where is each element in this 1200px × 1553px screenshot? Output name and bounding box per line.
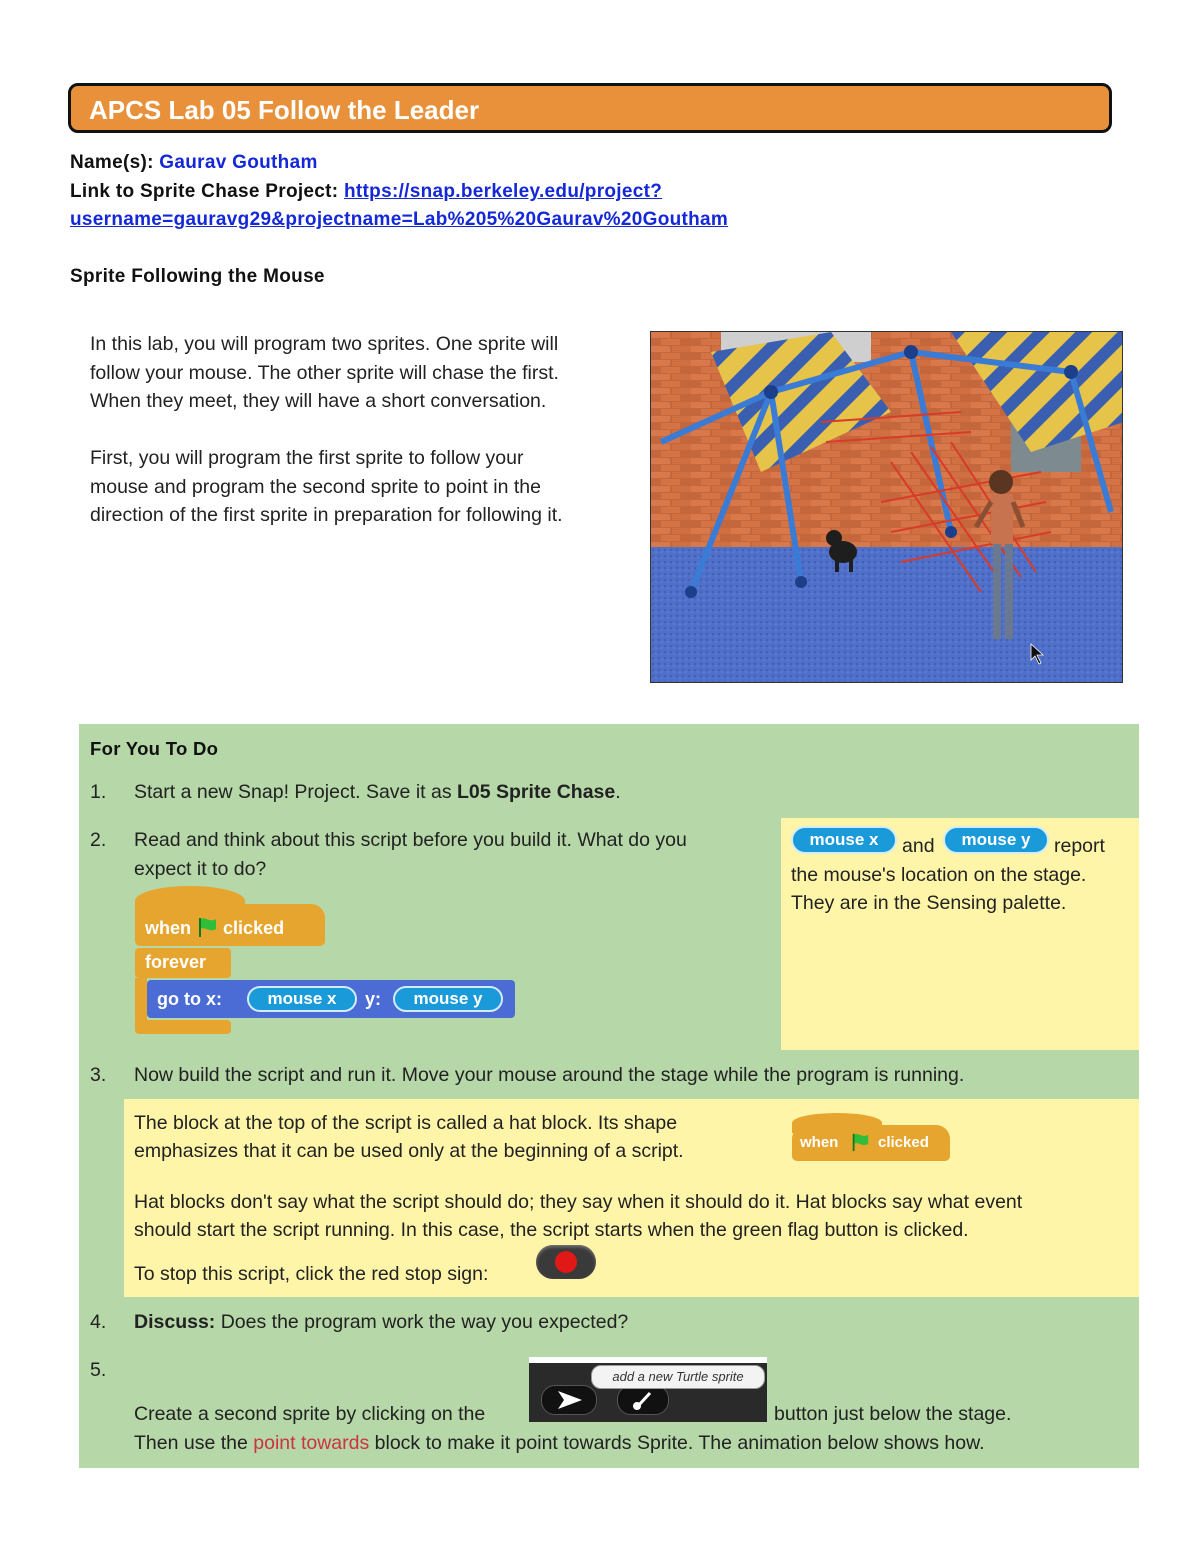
step-1-number: 1.	[90, 781, 107, 803]
discuss-label: Discuss:	[134, 1311, 216, 1333]
when-label: when	[800, 1134, 839, 1151]
mouse-y-reporter: mouse y	[943, 826, 1049, 854]
step-3-number: 3.	[90, 1064, 107, 1086]
report-text: report	[1054, 835, 1105, 857]
step-5-line-2	[134, 1429, 985, 1458]
point-towards-block-name: point towards	[253, 1432, 370, 1454]
project-name: L05 Sprite Chase	[457, 781, 616, 803]
names-value: Gaurav Goutham	[159, 152, 318, 173]
step-2-line: Read and think about this script before you build it. What do you	[134, 829, 687, 851]
sensing-note-line: They are in the Sensing palette.	[791, 892, 1067, 914]
step-2-line: expect it to do?	[134, 857, 267, 880]
names-line	[70, 152, 318, 174]
mouse-y-reporter: mouse y	[393, 986, 503, 1012]
hat-note-line: Hat blocks don't say what the script should do; they say when it should do it. Hat blocks say what event	[134, 1191, 1023, 1213]
paint-sprite-button[interactable]	[617, 1385, 669, 1415]
sensing-note	[781, 818, 1139, 1050]
project-link-part2[interactable]: username=gauravg29&projectname=Lab%205%20Gaurav%20Goutham	[70, 209, 729, 230]
title-banner	[68, 83, 1112, 133]
mini-when-flag-clicked-block	[792, 1125, 950, 1161]
and-text: and	[902, 835, 935, 857]
intro-line: First, you will program the first sprite to follow your	[90, 447, 524, 469]
button-top-strip	[529, 1357, 767, 1363]
names-label: Name(s):	[70, 152, 154, 173]
forever-c-arm	[135, 978, 147, 1022]
step-2-text	[134, 826, 687, 883]
hat-block-note	[124, 1099, 1139, 1297]
page-title: APCS Lab 05 Follow the Leader	[89, 95, 480, 125]
clicked-label: clicked	[223, 918, 285, 938]
stage-photo	[650, 331, 1123, 683]
forever-c-bottom	[135, 1020, 231, 1034]
section-heading: Sprite Following the Mouse	[70, 266, 325, 287]
step-4-question: Does the program work the way you expected?	[215, 1311, 629, 1333]
intro-line: direction of the first sprite in preparation for following it.	[90, 504, 563, 526]
intro-line: When they meet, they will have a short conversation.	[90, 390, 547, 412]
hat-note-line: should start the script running. In this case, the script starts when the green flag button is clicked.	[134, 1219, 969, 1241]
hat-block-cap	[135, 886, 245, 916]
go-to-xy-block	[147, 980, 515, 1018]
step-5-line-2-start: Then use the	[134, 1432, 254, 1454]
clicked-label: clicked	[878, 1134, 929, 1151]
forever-block	[135, 948, 231, 978]
project-link-part1[interactable]: https://snap.berkeley.edu/project?	[344, 181, 663, 202]
go-to-x-label: go to x:	[157, 989, 222, 1009]
step-1-label: Start a new Snap! Project. Save it as	[134, 781, 457, 803]
stop-button[interactable]	[536, 1245, 596, 1279]
hat-note-line: emphasizes that it can be used only at the beginning of a script.	[134, 1140, 684, 1162]
project-link-line	[70, 181, 662, 203]
todo-heading: For You To Do	[90, 738, 219, 759]
when-label: when	[145, 918, 192, 938]
add-turtle-sprite-button-image[interactable]	[529, 1357, 767, 1422]
intro-line: mouse and program the second sprite to point in the	[90, 475, 541, 498]
step-4-number: 4.	[90, 1311, 107, 1333]
snap-script	[135, 886, 535, 1036]
step-5-number: 5.	[90, 1359, 107, 1381]
forever-label: forever	[145, 952, 207, 972]
project-link-label: Link to Sprite Chase Project:	[70, 181, 339, 202]
turtle-arrow-icon	[558, 1391, 582, 1409]
add-turtle-sprite-tooltip: add a new Turtle sprite	[591, 1365, 765, 1389]
mouse-x-reporter: mouse x	[247, 986, 357, 1012]
step-1-text	[134, 778, 621, 807]
stop-sign-icon	[555, 1251, 577, 1273]
playground-scene	[651, 332, 1123, 683]
mouse-x-reporter: mouse x	[791, 826, 897, 854]
sensing-note-line: the mouse's location on the stage.	[791, 864, 1087, 886]
step-4-text	[134, 1308, 628, 1337]
intro-line: follow your mouse. The other sprite will chase the first.	[90, 361, 559, 384]
hat-note-line: To stop this script, click the red stop sign:	[134, 1263, 489, 1285]
step-3-text: Now build the script and run it. Move your mouse around the stage while the program is running.	[134, 1064, 965, 1086]
step-5-line-2-end: block to make it point towards Sprite. The animation below shows how.	[369, 1432, 985, 1454]
hat-note-line: The block at the top of the script is called a hat block. Its shape	[134, 1112, 678, 1134]
step-5-line-1b: button just below the stage.	[774, 1403, 1012, 1425]
step-5-line-1a: Create a second sprite by clicking on the	[134, 1403, 486, 1425]
y-label: y:	[365, 989, 382, 1009]
intro-line: In this lab, you will program two sprites. One sprite will	[90, 333, 559, 355]
turtle-arrow-button[interactable]	[541, 1385, 597, 1415]
step-2-number: 2.	[90, 829, 107, 851]
green-flag-icon	[850, 1132, 870, 1152]
intro-paragraph-2	[90, 444, 630, 530]
intro-paragraph-1	[90, 330, 630, 416]
paintbrush-icon	[632, 1390, 654, 1410]
green-flag-icon	[196, 916, 218, 938]
hat-block-label	[145, 916, 284, 939]
step-1-period: .	[615, 781, 621, 803]
